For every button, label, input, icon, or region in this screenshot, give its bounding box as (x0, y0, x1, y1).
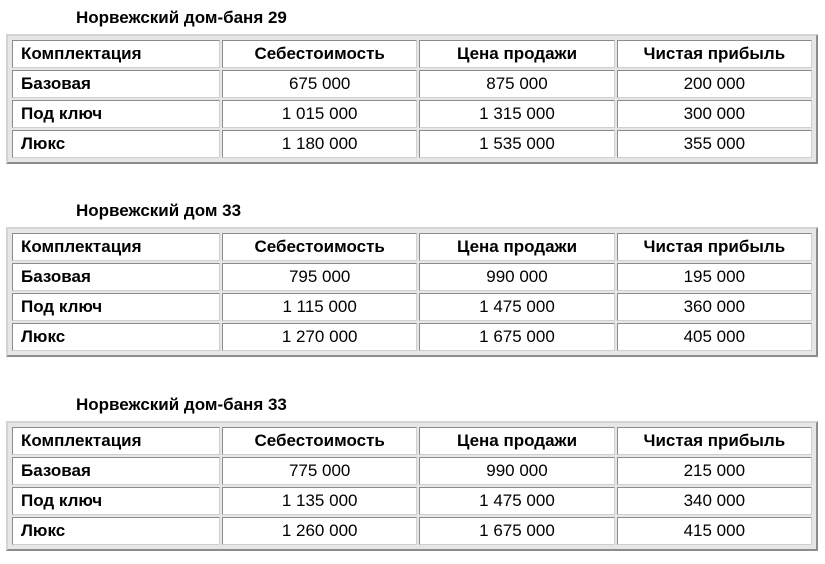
cost-cell: 1 015 000 (222, 100, 417, 128)
net-profit-cell: 360 000 (617, 293, 812, 321)
row-label: Люкс (12, 517, 220, 545)
header-cell-cost: Себестоимость (222, 233, 417, 261)
cost-cell: 1 135 000 (222, 487, 417, 515)
row-label: Люкс (12, 130, 220, 158)
table-title: Норвежский дом-баня 33 (76, 395, 287, 414)
net-profit-cell: 355 000 (617, 130, 812, 158)
sale-price-cell: 1 475 000 (419, 487, 614, 515)
row-label: Базовая (12, 457, 220, 485)
sale-price-cell: 990 000 (419, 457, 614, 485)
header-cell-cost: Себестоимость (222, 427, 417, 455)
sale-price-cell: 1 535 000 (419, 130, 614, 158)
net-profit-cell: 340 000 (617, 487, 812, 515)
price-table (6, 227, 818, 357)
header-cell-net-profit: Чистая прибыль (617, 233, 812, 261)
table-header-row (12, 427, 812, 455)
cost-cell: 1 270 000 (222, 323, 417, 351)
cost-cell: 675 000 (222, 70, 417, 98)
row-label: Под ключ (12, 100, 220, 128)
header-cell-sale-price: Цена продажи (419, 233, 614, 261)
cost-cell: 1 180 000 (222, 130, 417, 158)
net-profit-cell: 200 000 (617, 70, 812, 98)
net-profit-cell: 215 000 (617, 457, 812, 485)
sale-price-cell: 875 000 (419, 70, 614, 98)
table-header-row (12, 233, 812, 261)
row-label: Базовая (12, 263, 220, 291)
net-profit-cell: 195 000 (617, 263, 812, 291)
sale-price-cell: 1 675 000 (419, 517, 614, 545)
sale-price-cell: 1 675 000 (419, 323, 614, 351)
header-cell-sale-price: Цена продажи (419, 40, 614, 68)
row-label: Под ключ (12, 293, 220, 321)
row-label: Люкс (12, 323, 220, 351)
header-cell-configuration: Комплектация (12, 40, 220, 68)
cost-cell: 795 000 (222, 263, 417, 291)
cost-cell: 775 000 (222, 457, 417, 485)
table-row (12, 263, 812, 291)
table-title: Норвежский дом-баня 29 (76, 8, 287, 27)
cost-cell: 1 260 000 (222, 517, 417, 545)
table-row (12, 457, 812, 485)
net-profit-cell: 405 000 (617, 323, 812, 351)
net-profit-cell: 415 000 (617, 517, 812, 545)
row-label: Базовая (12, 70, 220, 98)
table-row (12, 293, 812, 321)
table-header-row (12, 40, 812, 68)
sale-price-cell: 990 000 (419, 263, 614, 291)
sale-price-cell: 1 315 000 (419, 100, 614, 128)
header-cell-configuration: Комплектация (12, 427, 220, 455)
table-row (12, 323, 812, 351)
net-profit-cell: 300 000 (617, 100, 812, 128)
cost-cell: 1 115 000 (222, 293, 417, 321)
table-row (12, 70, 812, 98)
price-table (6, 34, 818, 164)
header-cell-sale-price: Цена продажи (419, 427, 614, 455)
header-cell-cost: Себестоимость (222, 40, 417, 68)
table-row (12, 100, 812, 128)
table-row (12, 517, 812, 545)
header-cell-configuration: Комплектация (12, 233, 220, 261)
sale-price-cell: 1 475 000 (419, 293, 614, 321)
price-table (6, 421, 818, 551)
header-cell-net-profit: Чистая прибыль (617, 40, 812, 68)
row-label: Под ключ (12, 487, 220, 515)
table-row (12, 130, 812, 158)
table-row (12, 487, 812, 515)
table-title: Норвежский дом 33 (76, 201, 242, 220)
header-cell-net-profit: Чистая прибыль (617, 427, 812, 455)
